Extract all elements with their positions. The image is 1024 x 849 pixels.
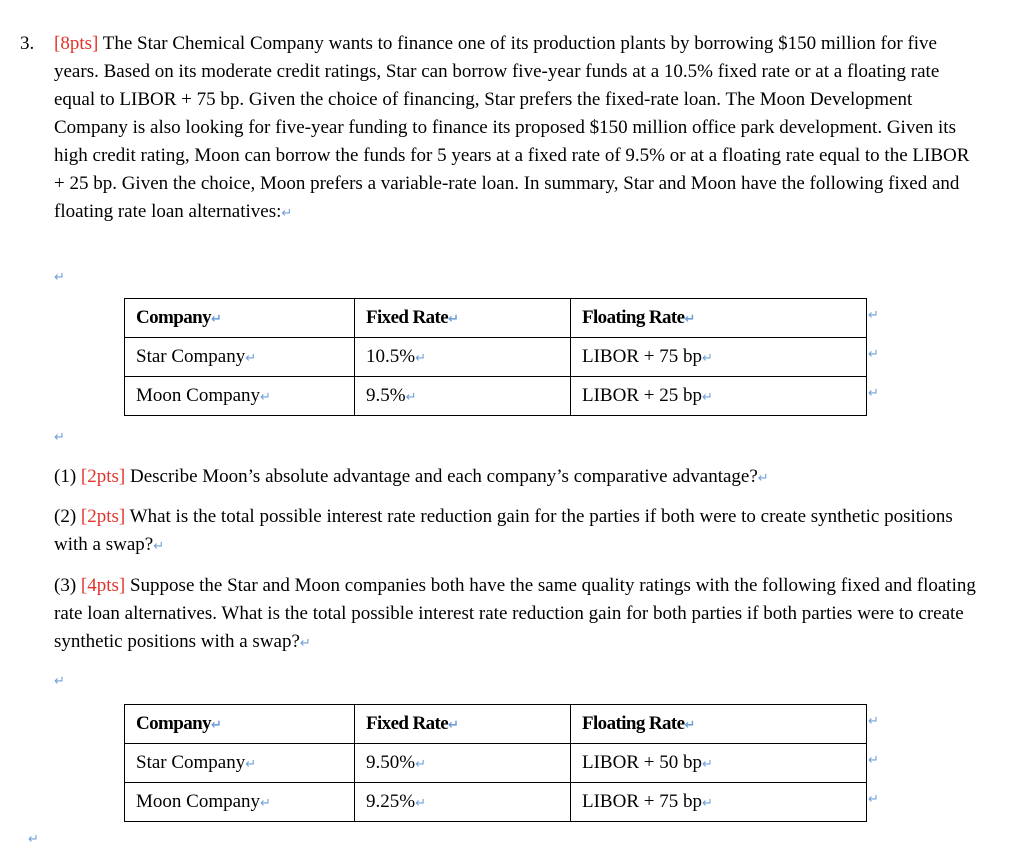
row-end-mark-icon: ↵ <box>868 308 879 323</box>
table-row <box>125 744 867 783</box>
table-cell: 9.25%↵ <box>355 783 571 822</box>
row-end-mark-icon: ↵ <box>868 753 879 768</box>
table-header-cell: Floating Rate↵ <box>571 705 867 744</box>
subquestion-2: (2) [2pts] What is the total possible interest rate reduction gain for the parties if both were to create synthetic positions with a swap?↵ <box>54 506 953 555</box>
table-header-cell: Floating Rate↵ <box>571 299 867 338</box>
table-row <box>125 783 867 822</box>
question-points: [8pts] <box>54 33 99 54</box>
paragraph-mark-icon: ↵ <box>54 270 65 285</box>
rates-table-2 <box>124 704 867 822</box>
table-cell: Moon Company↵ <box>125 783 355 822</box>
table-cell: 10.5%↵ <box>355 338 571 377</box>
row-end-mark-icon: ↵ <box>868 347 879 362</box>
row-end-mark-icon: ↵ <box>868 792 879 807</box>
row-end-mark-icon: ↵ <box>868 714 879 729</box>
paragraph-mark-icon: ↵ <box>28 832 39 847</box>
table-cell: Star Company↵ <box>125 338 355 377</box>
table-header-cell: Fixed Rate↵ <box>355 299 571 338</box>
table-cell: LIBOR + 75 bp↵ <box>571 338 867 377</box>
paragraph-mark-icon: ↵ <box>54 430 65 445</box>
row-end-mark-icon: ↵ <box>868 386 879 401</box>
table-header-cell: Company↵ <box>125 705 355 744</box>
table-header-row <box>125 299 867 338</box>
table-cell: 9.5%↵ <box>355 377 571 416</box>
subquestion-3: (3) [4pts] Suppose the Star and Moon companies both have the same quality ratings with the following fixed and floating rate loan alternatives. What is the total possible interest rate reduction gain for both parties if both parties were to create synthetic positions with a swap?↵ <box>54 575 976 652</box>
subquestion-1: (1) [2pts] Describe Moon’s absolute advantage and each company’s comparative advantage?↵ <box>54 466 769 487</box>
table-cell: 9.50%↵ <box>355 744 571 783</box>
table-row <box>125 377 867 416</box>
table-header-cell: Company↵ <box>125 299 355 338</box>
table-cell: LIBOR + 25 bp↵ <box>571 377 867 416</box>
question-intro <box>54 30 974 228</box>
table-cell: LIBOR + 75 bp↵ <box>571 783 867 822</box>
table-header-cell: Fixed Rate↵ <box>355 705 571 744</box>
table-cell: Moon Company↵ <box>125 377 355 416</box>
table-header-row <box>125 705 867 744</box>
question-intro-text: The Star Chemical Company wants to finance one of its production plants by borrowing $150 million for five years. Based on its moderate credit ratings, Star can borrow five-year funds at a 10.5% fixed rate or at a floating rate equal to LIBOR + 75 bp. Given the choice of financing, Star prefers the fixed-rate loan. The Moon Development Company is also looking for five-year funding to finance its proposed $150 million office park development. Given its high credit rating, Moon can borrow the funds for 5 years at a fixed rate of 9.5% or at a floating rate equal to the LIBOR + 25 bp. Given the choice, Moon prefers a variable-rate loan. In summary, Star and Moon have the following fixed and floating rate loan alternatives: <box>54 33 970 222</box>
table-row <box>125 338 867 377</box>
rates-table-1 <box>124 298 867 416</box>
table-cell: LIBOR + 50 bp↵ <box>571 744 867 783</box>
paragraph-mark-icon: ↵ <box>281 206 293 221</box>
question-number: 3. <box>20 33 35 54</box>
paragraph-mark-icon: ↵ <box>54 674 65 689</box>
table-cell: Star Company↵ <box>125 744 355 783</box>
